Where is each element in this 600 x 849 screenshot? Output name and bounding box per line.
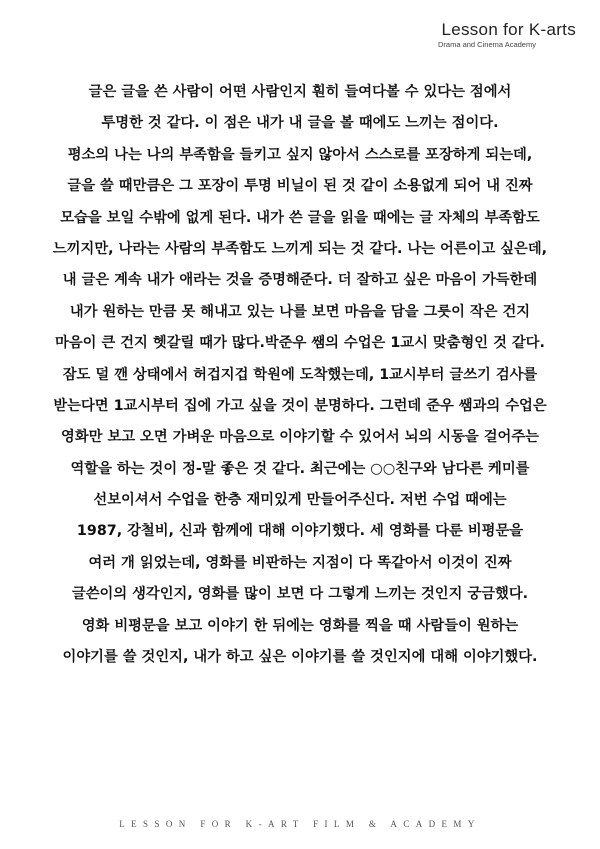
essay-line: 역할을 하는 것이 정-말 좋은 것 같다. 최근에는 ○○친구와 남다른 케미를 — [70, 460, 530, 477]
essay-line: 영화 비평문을 보고 이야기 한 뒤에는 영화를 찍을 때 사람들이 원하는 — [81, 617, 519, 634]
brand-subtitle: Drama and Cinema Academy — [438, 40, 536, 49]
essay-line: 글은 글을 쓴 사람이 어떤 사람인지 훤히 들여다볼 수 있다는 점에서 — [88, 84, 512, 100]
essay-line: 글쓴이의 생각인지, 영화를 많이 보면 다 그렇게 느끼는 것인지 궁금했다. — [71, 586, 529, 603]
brand-title: Lesson for K-arts — [441, 20, 576, 39]
footer-tagline: LESSON FOR K-ART FILM & ACADEMY — [119, 819, 481, 829]
essay-line: 투명한 것 같다. 이 점은 내가 내 글을 볼 때에도 느끼는 점이다. — [101, 115, 499, 132]
essay-line: 1987, 강철비, 신과 함께에 대해 이야기했다. 세 영화를 다룬 비평문을 — [76, 523, 524, 540]
brand-logo — [416, 20, 576, 50]
essay-body — [0, 77, 600, 673]
essay-line: 이야기를 쓸 것인지, 내가 하고 싶은 이야기를 쓸 것인지에 대해 이야기했다. — [62, 649, 538, 666]
essay-line: 내 글은 계속 내가 애라는 것을 증명해준다. 더 잘하고 싶은 마음이 가득한데 — [62, 272, 538, 289]
essay-line: 모습을 보일 수밖에 없게 된다. 내가 쓴 글을 읽을 때에는 글 자체의 부족함도 — [60, 209, 540, 226]
essay-line: 선보이셔서 수업을 한층 재미있게 만들어주신다. 저번 수업 때에는 — [93, 492, 507, 509]
essay-line: 글을 쓸 때만큼은 그 포장이 투명 비닐이 된 것 같이 소용없게 되어 내 진짜 — [67, 178, 533, 195]
essay-line: 평소의 나는 나의 부족함을 들키고 싶지 않아서 스스로를 포장하게 되는데, — [67, 146, 533, 163]
essay-line: 내가 원하는 만큼 못 해내고 있는 나를 보면 마음을 담을 그릇이 작은 건지 — [69, 303, 531, 320]
essay-line: 받는다면 1교시부터 집에 가고 싶을 것이 분명하다. 그런데 준우 쌤과의 수업은 — [53, 397, 547, 414]
essay-line: 여러 개 읽었는데, 영화를 비판하는 지점이 다 똑같아서 이것이 진짜 — [88, 554, 512, 571]
essay-line: 느끼지만, 나라는 사람의 부족함도 느끼게 되는 것 같다. 나는 어른이고 싶은데, — [52, 240, 548, 257]
essay-line: 영화만 보고 오면 가벼운 마음으로 이야기할 수 있어서 뇌의 시동을 걸어주는 — [61, 429, 539, 446]
essay-line: 마음이 큰 건지 헷갈릴 때가 많다.박준우 쌤의 수업은 1교시 맞춤형인 것 같다. — [55, 335, 545, 352]
essay-line: 잠도 덜 깬 상태에서 허겁지겁 학원에 도착했는데, 1교시부터 글쓰기 검사를 — [62, 366, 538, 383]
